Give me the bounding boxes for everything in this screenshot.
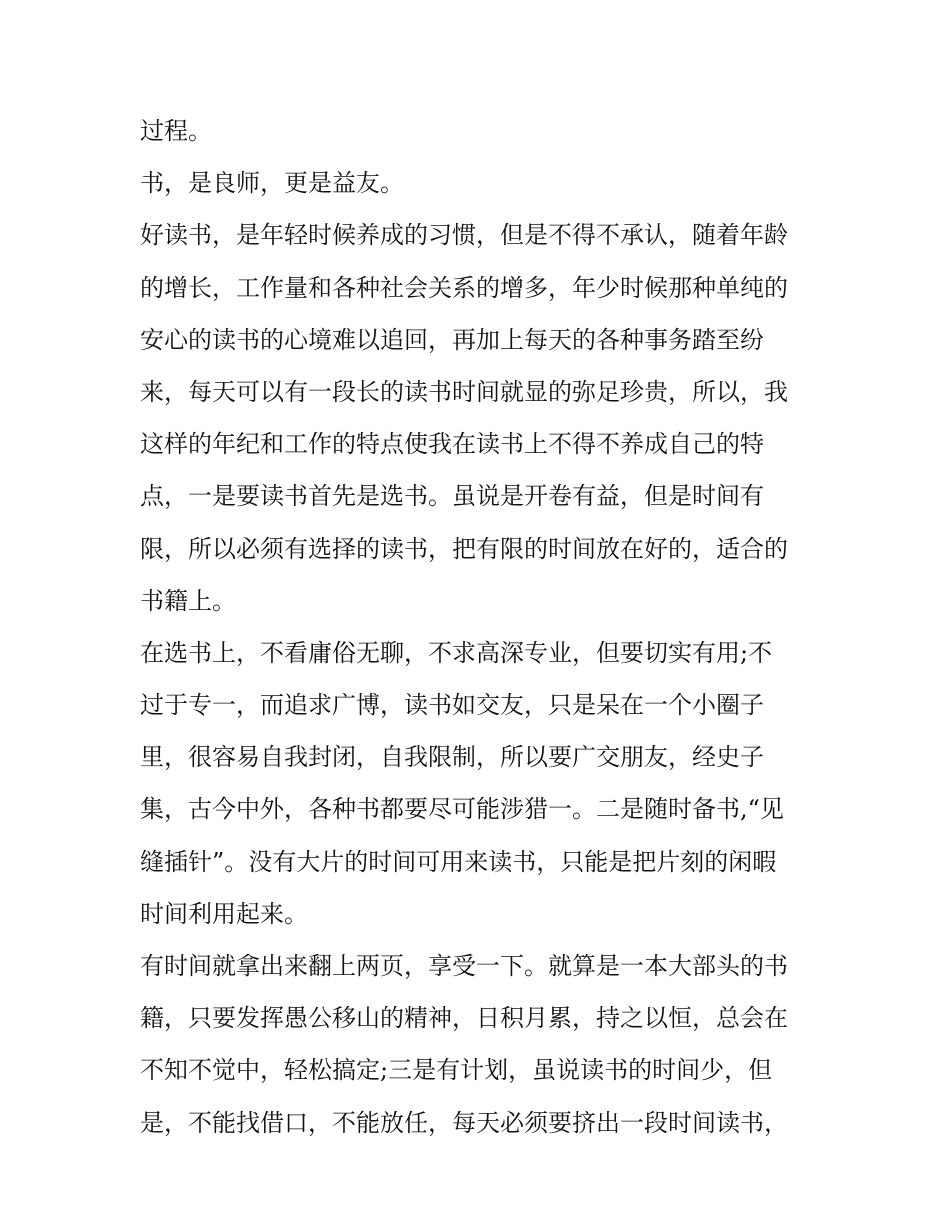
text-line: 有时间就拿出来翻上两页，享受一下。就算是一本大部头的书 xyxy=(140,952,788,980)
text-line: 这样的年纪和工作的特点使我在读书上不得不养成自己的特 xyxy=(140,430,764,459)
text-line: 里，很容易自我封闭，自我限制，所以要广交朋友，经史子 xyxy=(140,743,764,772)
text-line: 集，古今中外，各种书都要尽可能涉猎一。二是随时备书,“见 xyxy=(140,795,784,824)
text-line: 缝插针”。没有大片的时间可用来读书，只能是把片刻的闲暇 xyxy=(140,847,777,876)
text-line: 来，每天可以有一段长的读书时间就显的弥足珍贵，所以，我 xyxy=(140,377,788,406)
text-column xyxy=(140,105,820,1149)
text-line: 限，所以必须有选择的读书，把有限的时间放在好的，适合的 xyxy=(140,534,788,563)
text-line: 不知不觉中，轻松搞定;三是有计划，虽说读书的时间少，但 xyxy=(140,1056,773,1085)
text-line: 时间利用起来。 xyxy=(140,899,308,928)
paragraph-3 xyxy=(140,209,820,627)
paragraph-1 xyxy=(140,105,820,157)
text-line: 过于专一，而追求广博，读书如交友，只是呆在一个小圈子 xyxy=(140,691,764,720)
text-line: 书，是良师，更是益友。 xyxy=(140,169,404,198)
text-line: 点，一是要读书首先是选书。虽说是开卷有益，但是时间有 xyxy=(140,482,764,511)
text-line: 安心的读书的心境难以追回，再加上每天的各种事务踏至纷 xyxy=(140,325,764,354)
text-line: 在选书上，不看庸俗无聊，不求高深专业，但要切实有用;不 xyxy=(140,638,773,667)
text-line: 籍，只要发挥愚公移山的精神，日积月累，持之以恒，总会在 xyxy=(140,1004,788,1033)
paragraph-2 xyxy=(140,157,820,209)
text-line: 是，不能找借口，不能放任，每天必须要挤出一段时间读书， xyxy=(140,1108,788,1137)
text-line: 好读书，是年轻时候养成的习惯，但是不得不承认，随着年龄 xyxy=(140,221,788,250)
text-line: 书籍上。 xyxy=(140,586,236,615)
paragraph-4 xyxy=(140,627,820,940)
paragraph-5 xyxy=(140,940,820,1149)
text-line: 过程。 xyxy=(140,117,212,145)
text-line: 的增长，工作量和各种社会关系的增多，年少时候那种单纯的 xyxy=(140,273,788,302)
